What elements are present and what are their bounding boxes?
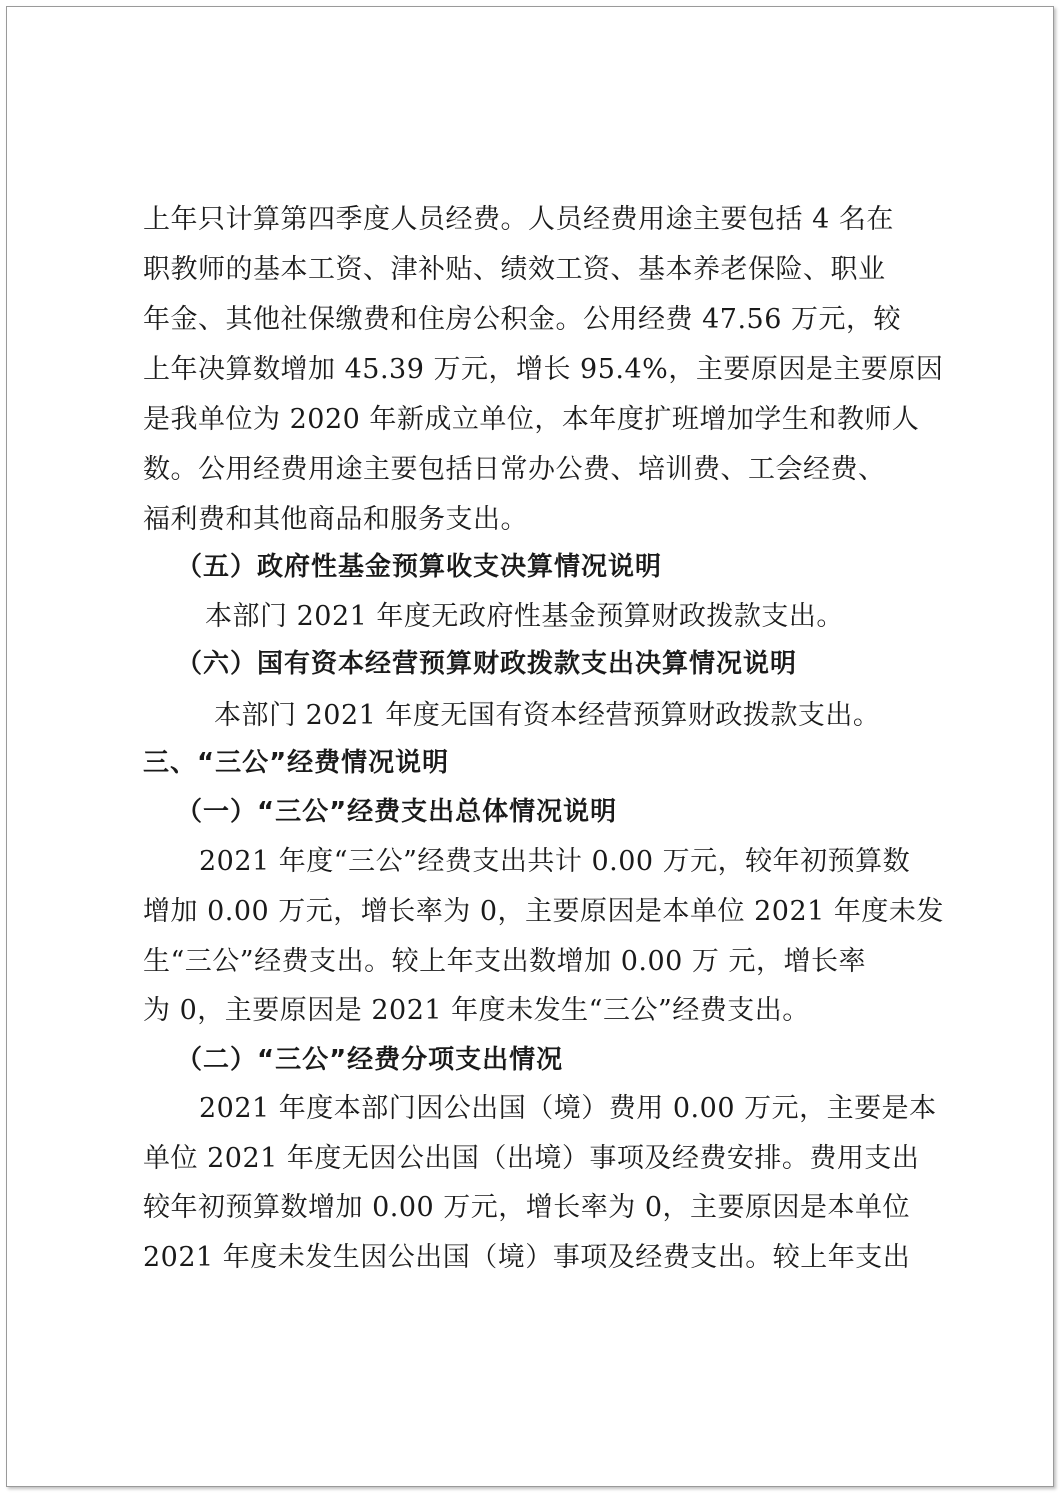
paragraph-line: 是我单位为 2020 年新成立单位，本年度扩班增加学生和教师人 xyxy=(143,404,920,435)
paragraph-line: 2021 年度“三公”经费支出共计 0.00 万元，较年初预算数 xyxy=(199,846,911,877)
paragraph-line: 较年初预算数增加 0.00 万元，增长率为 0，主要原因是本单位 xyxy=(143,1192,911,1223)
paragraph-line: 数。公用经费用途主要包括日常办公费、培训费、工会经费、 xyxy=(143,454,886,485)
paragraph-line: 生“三公”经费支出。较上年支出数增加 0.00 万 元，增长率 xyxy=(143,946,866,977)
paragraph-line: 单位 2021 年度无因公出国（出境）事项及经费安排。费用支出 xyxy=(143,1143,920,1174)
paragraph-line: 增加 0.00 万元，增长率为 0，主要原因是本单位 2021 年度未发 xyxy=(143,896,944,927)
paragraph-line: 上年只计算第四季度人员经费。人员经费用途主要包括 4 名在 xyxy=(143,204,894,235)
section-heading-3-2: （二）“三公”经费分项支出情况 xyxy=(176,1045,564,1075)
paragraph-line: 上年决算数增加 45.39 万元，增长 95.4%，主要原因是主要原因 xyxy=(143,354,944,385)
section-heading-3-1: （一）“三公”经费支出总体情况说明 xyxy=(176,797,618,827)
paragraph-line: 福利费和其他商品和服务支出。 xyxy=(143,504,528,535)
section-heading-6: （六）国有资本经营预算财政拨款支出决算情况说明 xyxy=(176,649,798,679)
paragraph-line: 为 0，主要原因是 2021 年度未发生“三公”经费支出。 xyxy=(143,995,810,1026)
chapter-heading-3: 三、“三公”经费情况说明 xyxy=(143,748,450,778)
paragraph-line: 2021 年度本部门因公出国（境）费用 0.00 万元，主要是本 xyxy=(199,1093,937,1124)
paragraph-line: 职教师的基本工资、津补贴、绩效工资、基本养老保险、职业 xyxy=(143,254,886,285)
paragraph-line: 年金、其他社保缴费和住房公积金。公用经费 47.56 万元，较 xyxy=(143,304,901,335)
section-heading-5: （五）政府性基金预算收支决算情况说明 xyxy=(176,552,663,582)
paragraph-line: 2021 年度未发生因公出国（境）事项及经费支出。较上年支出 xyxy=(143,1242,911,1273)
paragraph-line: 本部门 2021 年度无政府性基金预算财政拨款支出。 xyxy=(205,601,844,632)
paragraph-line: 本部门 2021 年度无国有资本经营预算财政拨款支出。 xyxy=(214,700,881,731)
